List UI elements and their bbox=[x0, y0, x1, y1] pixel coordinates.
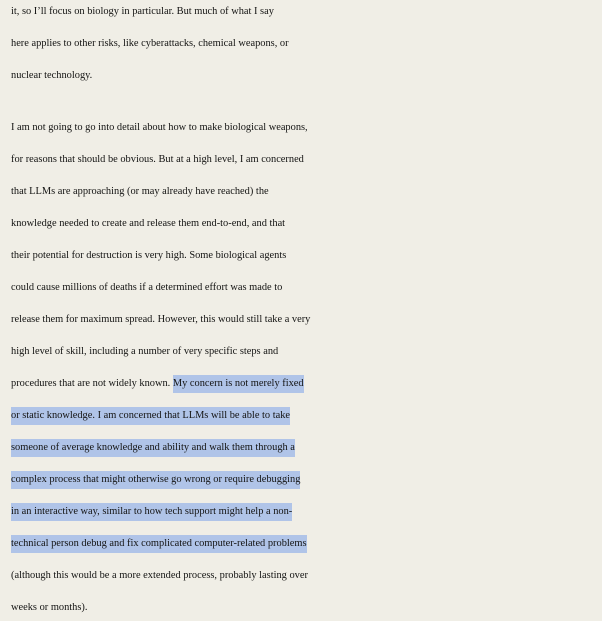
text-line: could cause millions of deaths if a determined effort was made to bbox=[11, 282, 283, 293]
text-line: knowledge needed to create and release them end-to-end, and that bbox=[11, 218, 286, 229]
selected-text-line bbox=[11, 528, 602, 560]
selected-text-segment[interactable]: or static knowledge. I am concerned that LLMs will be able to take bbox=[11, 407, 290, 425]
text-line: nuclear technology. bbox=[11, 70, 93, 81]
paragraph-1 bbox=[11, 0, 602, 92]
text-line: I am not going to go into detail about how to make biological weapons, bbox=[11, 122, 308, 133]
plain-text-segment: procedures that are not widely known. bbox=[11, 378, 173, 389]
selected-text-segment[interactable]: complex process that might otherwise go wrong or require debugging bbox=[11, 471, 300, 489]
text-line: it, so I’ll focus on biology in particular. But much of what I say bbox=[11, 6, 274, 17]
text-line: that LLMs are approaching (or may already have reached) the bbox=[11, 186, 269, 197]
text-line: weeks or months). bbox=[11, 602, 88, 613]
text-line: their potential for destruction is very high. Some biological agents bbox=[11, 250, 287, 261]
text-line: for reasons that should be obvious. But at a high level, I am concerned bbox=[11, 154, 304, 165]
text-line: release them for maximum spread. However, this would still take a very bbox=[11, 314, 311, 325]
selected-text-line bbox=[11, 496, 602, 528]
selected-text-segment[interactable]: technical person debug and fix complicated computer-related problems bbox=[11, 535, 307, 553]
selected-text-line bbox=[11, 432, 602, 464]
selected-text-line bbox=[11, 400, 602, 432]
selected-text-line bbox=[11, 464, 602, 496]
text-line: (although this would be a more extended process, probably lasting over bbox=[11, 570, 308, 581]
selected-text-segment[interactable]: My concern is not merely fixed bbox=[173, 375, 304, 393]
selected-text-segment[interactable]: in an interactive way, similar to how tech support might help a non- bbox=[11, 503, 292, 521]
paragraph-2 bbox=[11, 112, 602, 621]
text-line-mixed bbox=[11, 368, 602, 400]
text-line: high level of skill, including a number of very specific steps and bbox=[11, 346, 279, 357]
selected-text-segment[interactable]: someone of average knowledge and ability and walk them through a bbox=[11, 439, 295, 457]
text-line: here applies to other risks, like cyberattacks, chemical weapons, or bbox=[11, 38, 289, 49]
